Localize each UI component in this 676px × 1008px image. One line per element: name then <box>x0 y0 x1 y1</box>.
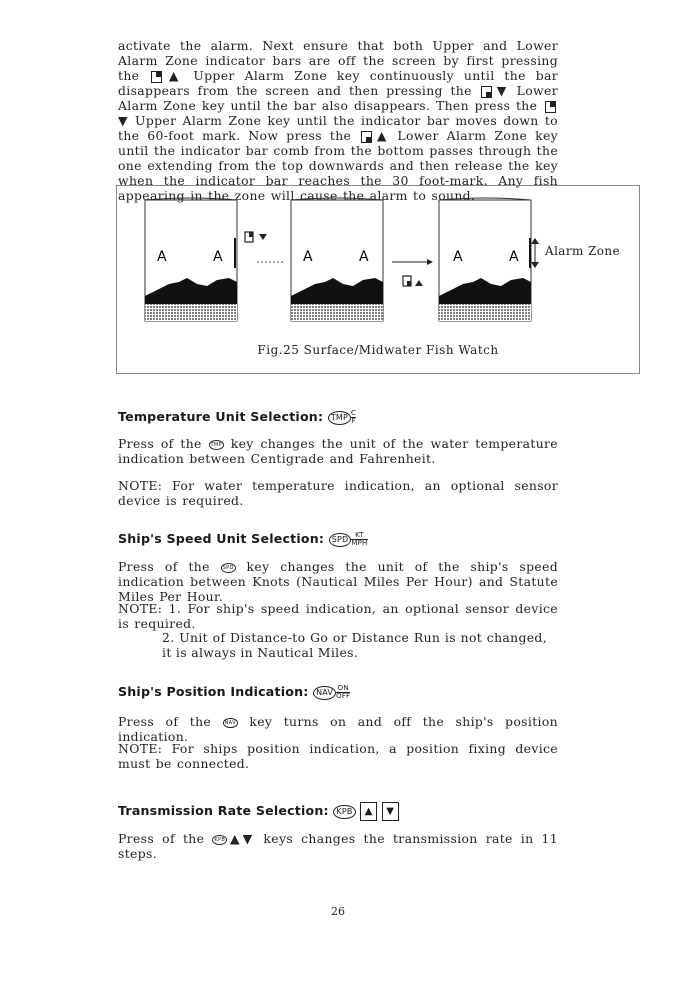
speed-unit-fraction: $\frac{KT}{\text{MPH}}$ <box>351 531 368 547</box>
tmp-key-icon: TMP <box>328 411 351 425</box>
temperature-paragraph: Press of the TMP key changes the unit of the water temperature indication between Centigrade and Fahrenheit. <box>118 436 558 466</box>
arrow-right-icon <box>427 259 433 265</box>
key-lower-up <box>392 259 433 286</box>
spd-key-icon: SPD <box>329 533 352 547</box>
alarm-text-3: Lower Alarm Zone key until the bar also disappears. Then press the <box>118 83 558 113</box>
lower-zone-key-icon <box>361 131 372 143</box>
upper-zone-key-icon <box>151 71 162 83</box>
temp-unit-fraction: $\frac{C}{F}$ <box>351 409 357 425</box>
temperature-note: NOTE: For water temperature indication, an optional sensor device is required. <box>118 478 558 508</box>
nav-key-icon: NAV <box>224 719 236 726</box>
speed-heading: Ship's Speed Unit Selection: SPD $\frac{KT}{\text{MPH}}$ <box>118 531 368 547</box>
transmission-heading: Transmission Rate Selection: KPB ▲ ▼ <box>118 802 399 821</box>
alarm-text-5: Lower Alarm Zone key until the indicator bar comb from the bottom passes through the one extending from the top downwards and then release the key when the indicator bar reaches the 30 foot-mark. Any fish appearing in the zone will cause the alarm to sound. <box>118 128 558 203</box>
down-arrow-icon: ▼ <box>494 83 510 98</box>
alarm-paragraph <box>118 38 558 203</box>
kpb-key-icon: KPB <box>333 805 355 819</box>
screen-1 <box>145 198 237 321</box>
screen-2 <box>291 198 383 321</box>
down-arrow-icon: ▼ <box>118 113 129 128</box>
position-note: NOTE: For ships position indication, a position fixing device must be connected. <box>118 741 558 771</box>
down-arrow-icon <box>259 234 267 240</box>
up-arrow-icon: ▲ <box>164 68 184 83</box>
fish-mark: A <box>453 249 463 265</box>
up-arrow-icon <box>415 280 423 286</box>
speed-note-2: 2. Unit of Distance-to Go or Distance Run is not changed, it is always in Nautical Miles. <box>162 630 547 660</box>
screen-3 <box>439 198 539 321</box>
fish-mark: A <box>213 249 223 265</box>
alarm-text-4: Upper Alarm Zone key until the indicator bar moves down to the 60-foot mark. Now press the <box>118 113 558 143</box>
tmp-key-icon: TMP <box>210 441 222 448</box>
fish-mark: A <box>303 249 313 265</box>
up-arrow-icon: ▲ <box>227 831 243 846</box>
temperature-heading: Temperature Unit Selection: TMP $\frac{C}{F}$ <box>118 409 357 425</box>
transmission-paragraph: Press of the KPB ▲▼ keys changes the transmission rate in 11 steps. <box>118 831 558 861</box>
alarm-zone-label: Alarm Zone <box>545 244 620 258</box>
fish-mark: A <box>509 249 519 265</box>
alarm-text-1: activate the alarm. Next ensure that both Upper and Lower Alarm Zone indicator bars are off the screen by first pressing the <box>118 38 558 83</box>
spd-key-icon: SPD <box>222 564 234 571</box>
position-heading: Ship's Position Indication: NAV $\frac{ON}{\text{OFF}}$ <box>118 684 351 700</box>
speed-paragraph: Press of the SPD key changes the unit of the ship's speed indication between Knots (Nautical Miles Per Hour) and Statute Miles Per Hour. <box>118 559 558 604</box>
figure-fish-watch <box>116 185 640 374</box>
down-key-icon: ▼ <box>382 802 399 821</box>
kpb-key-icon: KPB <box>214 836 226 843</box>
page-number: 26 <box>331 905 345 918</box>
fish-mark: A <box>157 249 167 265</box>
nav-key-icon: NAV <box>313 686 336 700</box>
up-key-icon: ▲ <box>360 802 377 821</box>
up-arrow-icon: ▲ <box>374 128 390 143</box>
alarm-text-2: Upper Alarm Zone key continuously until the bar disappears from the screen and then pressing the <box>118 68 558 98</box>
down-arrow-icon: ▼ <box>242 831 256 846</box>
position-fraction: $\frac{ON}{\text{OFF}}$ <box>336 684 351 700</box>
fish-mark: A <box>359 249 369 265</box>
position-paragraph: Press of the NAV key turns on and off the ship's position indication. <box>118 714 558 744</box>
figure-caption: Fig.25 Surface/Midwater Fish Watch <box>257 343 499 357</box>
lower-zone-key-icon <box>481 86 492 98</box>
upper-zone-key-icon <box>545 101 556 113</box>
speed-note-1: NOTE: 1. For ship's speed indication, an optional sensor device is required. <box>118 601 558 631</box>
fish-watch-illustration <box>117 186 639 336</box>
key-upper-down <box>245 232 285 262</box>
